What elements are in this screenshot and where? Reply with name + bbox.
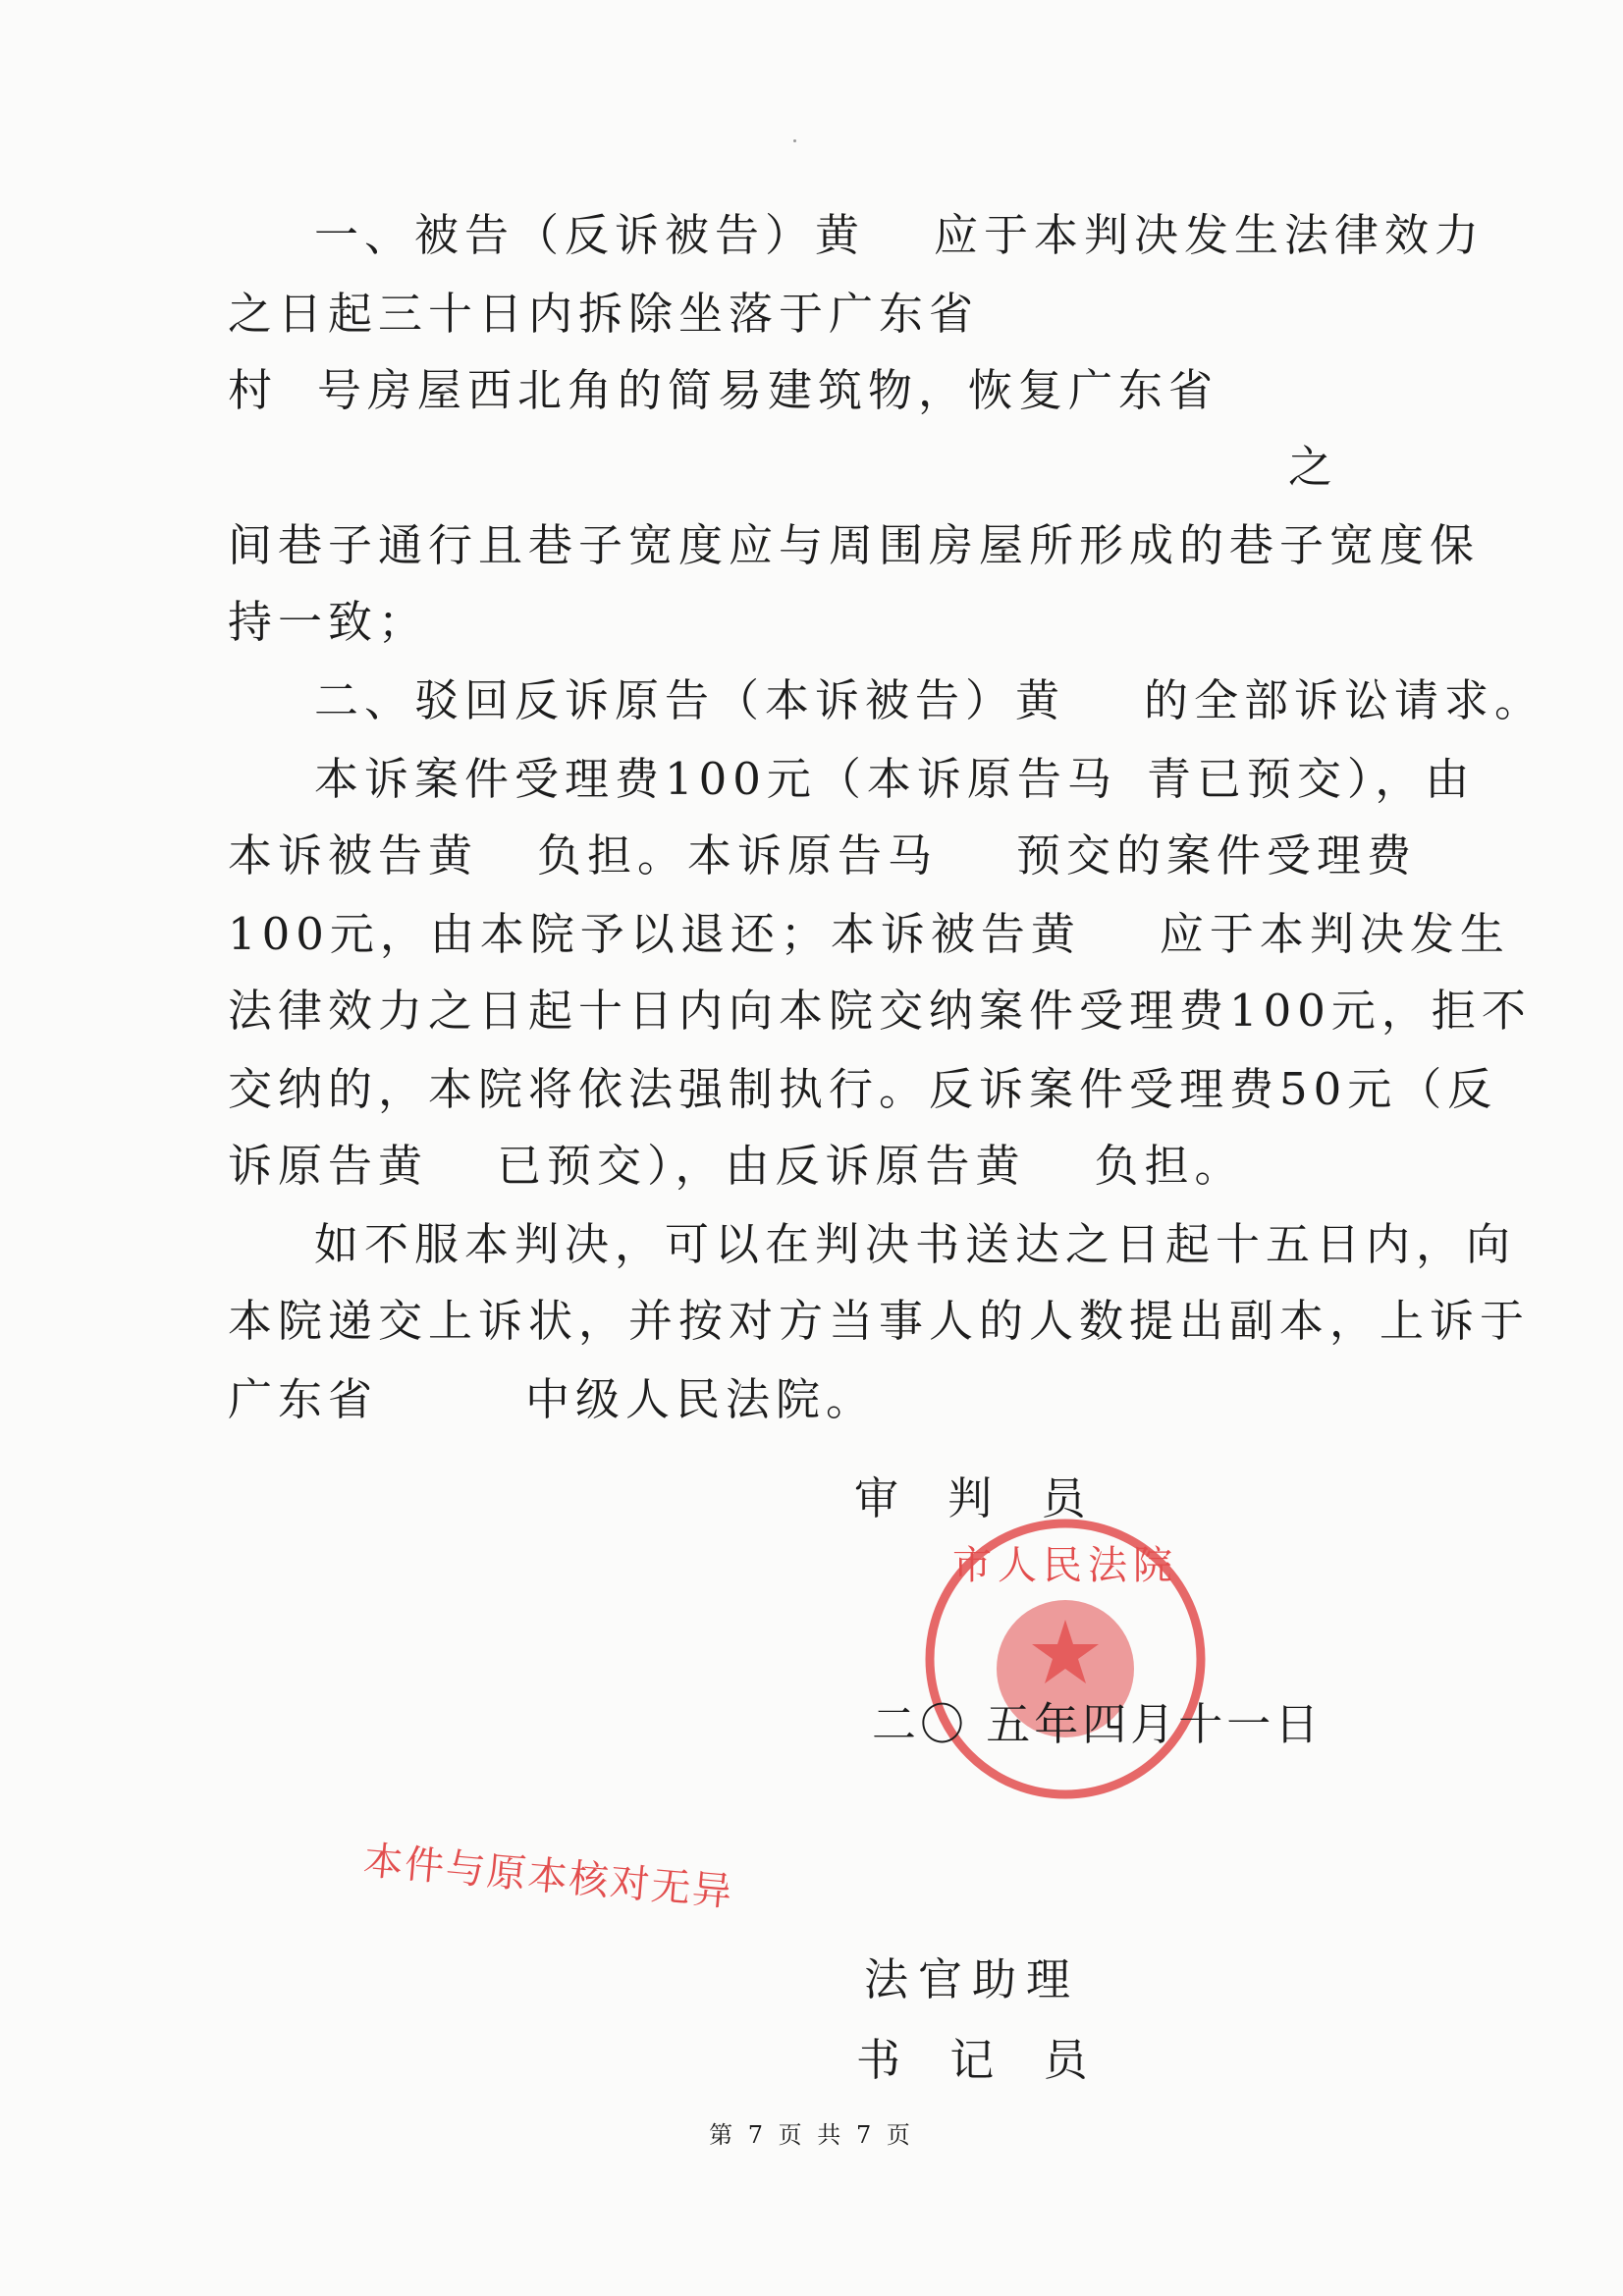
text-line: 一、被告（反诉被告）黄 应于本判决发生法律效力 [314, 209, 1486, 261]
court-seal-icon [918, 1512, 1213, 1806]
text-line: 交纳的，本院将依法强制执行。反诉案件受理费50元（反 [228, 1063, 1498, 1115]
certified-copy-stamp: 本件与原本核对无异 [361, 1838, 735, 1916]
text-line: 二、驳回反诉原告（本诉被告）黄 的全部诉讼请求。 [314, 674, 1545, 726]
text-line: 诉原告黄 已预交），由反诉原告黄 负担。 [228, 1140, 1245, 1192]
judgment-date: 二〇 五年四月十一日 [872, 1698, 1324, 1750]
text-line: 广东省 中级人民法院。 [228, 1373, 877, 1425]
text-line: 100元，由本院予以退还；本诉被告黄 应于本判决发生 [228, 908, 1510, 960]
text-line: 本院递交上诉状，并按对方当事人的人数提出副本，上诉于 [228, 1295, 1531, 1347]
scan-speck [793, 139, 796, 142]
text-line: 本诉案件受理费100元（本诉原告马 青已预交），由 [314, 753, 1476, 805]
text-line: 之 [1288, 441, 1339, 493]
text-line: 如不服本判决，可以在判决书送达之日起十五日内，向 [314, 1218, 1517, 1270]
page-footer: 第 7 页 共 7 页 [709, 2121, 914, 2149]
clerk-label: 书 记 员 [856, 2034, 1106, 2086]
text-line: 持一致； [228, 596, 429, 648]
text-line: 间巷子通行且巷子宽度应与周围房屋所形成的巷子宽度保 [228, 519, 1481, 571]
text-line: 本诉被告黄 负担。本诉原告马 预交的案件受理费 [228, 829, 1418, 881]
seal-text: 市人民法院 [952, 1543, 1178, 1588]
judge-label: 审 判 员 [854, 1472, 1104, 1524]
text-line: 法律效力之日起十日内向本院交纳案件受理费100元，拒不 [228, 985, 1532, 1037]
assistant-label: 法官助理 [864, 1953, 1081, 2005]
text-line: 之日起三十日内拆除坐落于广东省 [228, 288, 980, 340]
text-line: 村 号房屋西北角的简易建筑物，恢复广东省 [228, 364, 1219, 416]
